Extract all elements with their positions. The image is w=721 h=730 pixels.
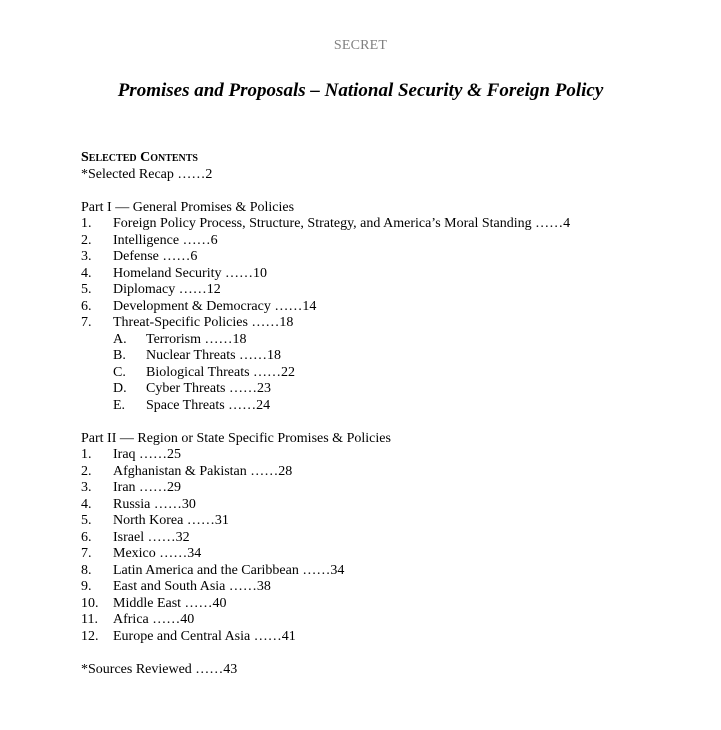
entry-number: 3. xyxy=(81,480,92,495)
subentry-letter: D. xyxy=(113,381,127,396)
entry-text: Israel ……32 xyxy=(113,529,190,545)
toc-entry xyxy=(81,546,701,563)
entry-text: Middle East ……40 xyxy=(113,595,227,611)
table-of-contents xyxy=(81,150,701,678)
subentry-text: Cyber Threats ……23 xyxy=(146,381,271,396)
toc-subentry xyxy=(81,332,701,349)
entry-number: 4. xyxy=(81,496,92,512)
entry-number: 7. xyxy=(81,315,92,330)
entry-text: Homeland Security ……10 xyxy=(113,265,267,281)
entry-text: Intelligence ……6 xyxy=(113,232,218,248)
toc-entry xyxy=(81,249,701,266)
entry-text: Iraq ……25 xyxy=(113,447,182,462)
toc-entry xyxy=(81,579,701,596)
toc-entry xyxy=(81,513,701,530)
toc-entry-recap: *Selected Recap ……2 xyxy=(81,166,213,182)
entry-text: Mexico ……34 xyxy=(113,546,202,561)
toc-entry xyxy=(81,266,701,283)
toc-entry xyxy=(81,530,701,547)
part1-title: Part I — General Promises & Policies xyxy=(81,199,295,215)
contents-heading: Selected Contents xyxy=(81,150,198,165)
entry-text: Defense ……6 xyxy=(113,249,198,264)
entry-number: 6. xyxy=(81,529,92,545)
toc-subentry xyxy=(81,365,701,382)
spacer xyxy=(81,645,701,662)
entry-number: 2. xyxy=(81,232,92,248)
toc-subentry xyxy=(81,398,701,415)
entry-number: 3. xyxy=(81,249,92,264)
entry-number: 12. xyxy=(81,628,99,644)
entry-number: 8. xyxy=(81,562,92,578)
entry-text: Iran ……29 xyxy=(113,480,182,495)
entry-text: Development & Democracy ……14 xyxy=(113,298,317,314)
entry-number: 4. xyxy=(81,265,92,281)
entry-number: 7. xyxy=(81,546,92,561)
document-title: Promises and Proposals – National Security & Foreign Policy xyxy=(117,80,604,101)
toc-entry xyxy=(81,315,701,332)
entry-text: Foreign Policy Process, Structure, Strategy, and America’s Moral Standing ……4 xyxy=(113,216,571,231)
toc-subentry xyxy=(81,348,701,365)
toc-entry xyxy=(81,480,701,497)
entry-number: 9. xyxy=(81,579,92,594)
entry-number: 1. xyxy=(81,447,92,462)
toc-entry xyxy=(81,233,701,250)
part2-title: Part II — Region or State Specific Promises & Policies xyxy=(81,430,391,446)
entry-number: 11. xyxy=(81,612,98,627)
subentry-letter: E. xyxy=(113,397,126,413)
entry-number: 5. xyxy=(81,513,92,528)
entry-text: Europe and Central Asia ……41 xyxy=(113,628,296,644)
toc-entry xyxy=(81,299,701,316)
toc-entry-sources: *Sources Reviewed ……43 xyxy=(81,661,238,677)
subentry-letter: B. xyxy=(113,348,126,363)
entry-text: East and South Asia ……38 xyxy=(113,579,271,594)
toc-entry xyxy=(81,497,701,514)
entry-number: 6. xyxy=(81,298,92,314)
spacer xyxy=(81,183,701,200)
toc-entry xyxy=(81,596,701,613)
entry-number: 1. xyxy=(81,216,92,231)
classification-marking: SECRET xyxy=(333,38,388,53)
entry-text: Russia ……30 xyxy=(113,496,196,512)
toc-entry xyxy=(81,216,701,233)
subentry-letter: A. xyxy=(113,331,127,347)
entry-number: 2. xyxy=(81,463,92,479)
entry-text: North Korea ……31 xyxy=(113,513,229,528)
subentry-text: Biological Threats ……22 xyxy=(146,364,296,380)
subentry-letter: C. xyxy=(113,364,126,380)
toc-entry xyxy=(81,282,701,299)
toc-subentry xyxy=(81,381,701,398)
toc-entry xyxy=(81,629,701,646)
entry-number: 10. xyxy=(81,595,99,611)
toc-entry xyxy=(81,447,701,464)
entry-text: Threat-Specific Policies ……18 xyxy=(113,315,294,330)
entry-text: Afghanistan & Pakistan ……28 xyxy=(113,463,293,479)
toc-entry xyxy=(81,563,701,580)
entry-text: Africa ……40 xyxy=(113,612,195,627)
toc-entry xyxy=(81,612,701,629)
toc-entry xyxy=(81,464,701,481)
entry-number: 5. xyxy=(81,282,92,297)
entry-text: Latin America and the Caribbean ……34 xyxy=(113,562,345,578)
subentry-text: Nuclear Threats ……18 xyxy=(146,348,282,363)
subentry-text: Terrorism ……18 xyxy=(146,331,247,347)
subentry-text: Space Threats ……24 xyxy=(146,397,271,413)
entry-text: Diplomacy ……12 xyxy=(113,282,221,297)
spacer xyxy=(81,414,701,431)
